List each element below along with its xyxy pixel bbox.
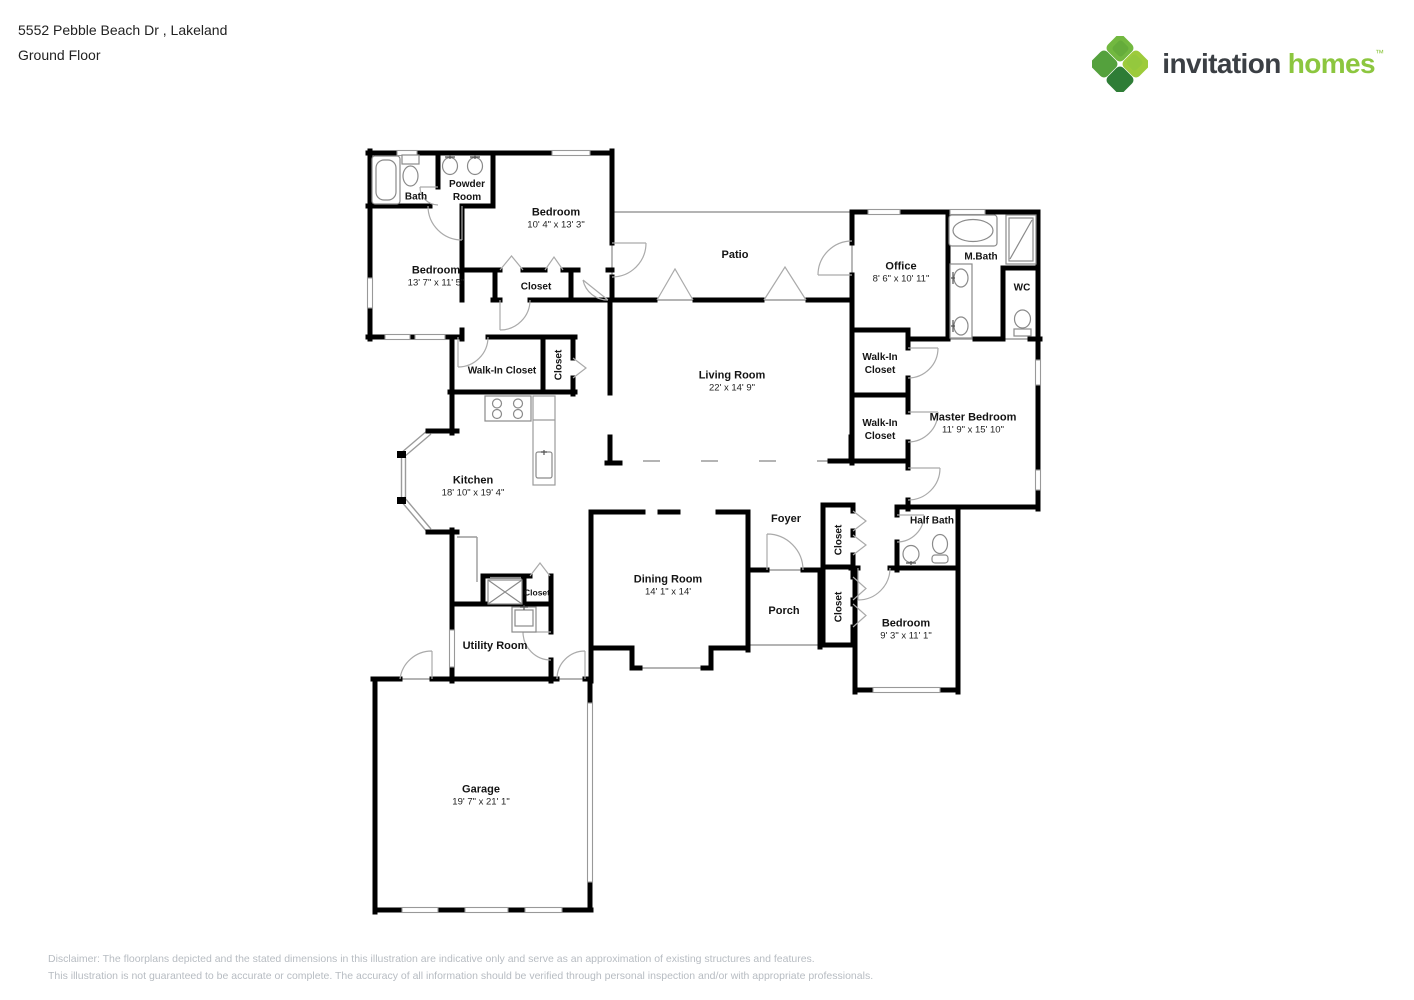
room-label-garage: Garage 19' 7" x 21' 1"	[452, 783, 510, 808]
room-label-closet-foyer-1: Closet	[833, 524, 845, 556]
room-label-wc: WC	[1013, 282, 1031, 294]
brand-invitation: invitation	[1162, 48, 1281, 79]
trademark-mark: ™	[1375, 48, 1384, 58]
room-label-closet-laundry: Closet	[524, 587, 550, 598]
room-label-walkin-closet-1: Walk-In Closet	[862, 352, 898, 376]
room-label-powder-room: Powder Room	[448, 179, 486, 203]
room-label-office: Office 8' 6" x 10' 11"	[872, 260, 930, 285]
room-label-closet-hall: Closet	[553, 349, 565, 381]
walls-layer	[368, 151, 1040, 912]
floor-line: Ground Floor	[18, 47, 101, 63]
disclaimer-line-1: Disclaimer: The floorplans depicted and the stated dimensions in this illustration are indicative only and serve as an approximation of existing structures and features.	[48, 953, 815, 965]
room-label-kitchen: Kitchen 18' 10" x 19' 4"	[441, 474, 505, 499]
room-label-porch: Porch	[768, 604, 800, 617]
room-label-bedroom-3: Bedroom 9' 3" x 11' 1"	[880, 617, 932, 642]
room-label-closet-bedroom2: Closet	[520, 281, 552, 293]
room-label-living-room: Living Room 22' x 14' 9"	[698, 369, 766, 394]
disclaimer-line-2: This illustration is not guaranteed to be accurate or complete. The accuracy of all information should be verified through personal inspection and/or with appropriate professionals.	[48, 970, 874, 982]
room-label-bedroom-2: Bedroom 10' 4" x 13' 3"	[527, 206, 585, 231]
address-line: 5552 Pebble Beach Dr , Lakeland	[18, 22, 228, 38]
brand-homes: homes	[1287, 48, 1375, 79]
room-label-utility-room: Utility Room	[462, 639, 528, 652]
room-label-bath: Bath	[404, 191, 428, 203]
windows-layer	[368, 151, 1041, 913]
room-label-closet-foyer-2: Closet	[833, 591, 845, 623]
room-label-walkin-closet-2: Walk-In Closet	[862, 418, 898, 442]
room-label-master-bedroom: Master Bedroom 11' 9" x 15' 10"	[929, 411, 1017, 436]
room-label-bedroom-1: Bedroom 13' 7" x 11' 5"	[407, 264, 465, 289]
room-label-half-bath: Half Bath	[910, 515, 954, 527]
disclaimer	[48, 951, 873, 985]
room-label-foyer: Foyer	[771, 512, 801, 525]
room-label-master-bath: M.Bath	[964, 251, 998, 263]
room-label-dining-room: Dining Room 14' 1" x 14'	[633, 573, 703, 598]
room-label-patio: Patio	[721, 248, 749, 261]
room-label-walkin-closet-hall: Walk-In Closet	[467, 365, 537, 377]
